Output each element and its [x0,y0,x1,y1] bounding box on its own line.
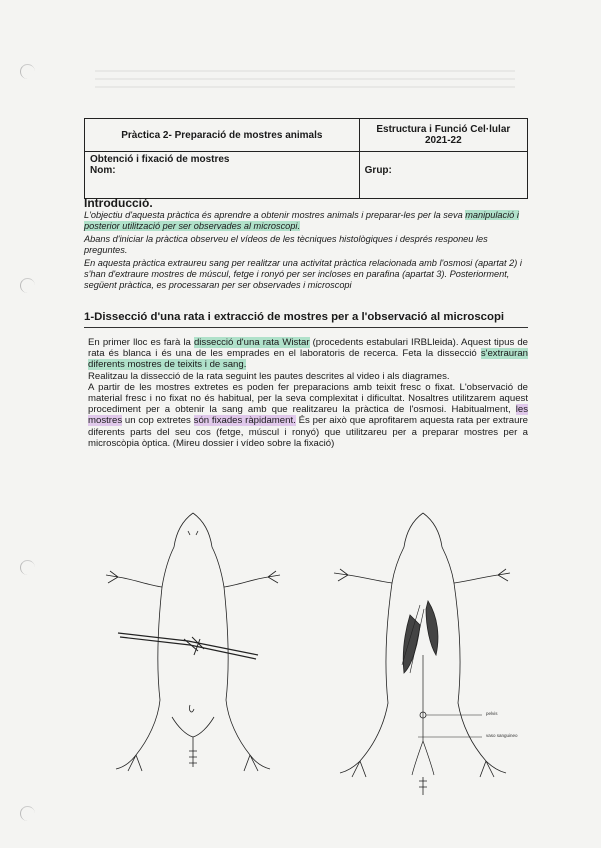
rat-dissection-diagram [98,505,518,805]
label-blood-vessel: vaso sanguineo [486,733,518,738]
punch-hole-mark [20,560,35,575]
body-text-span: És per això que aprofitarem aquesta rata per extraure diferents parts del seu cos (fetge, múscul i ronyó) que utilitzareu per a preparar mostres per a microscòpia òptica. (Mireu dossier i vídeo sobre la fixació) [88,415,529,449]
rat-outline-left [106,513,280,771]
intro-paragraph: Abans d'iniciar la pràctica observeu el vídeos de les tècniques histològiques i després responeu les preguntes. [84,233,488,256]
academic-year: 2021-22 [424,135,462,146]
rat-outline-right [334,513,510,795]
show-through-text [95,66,515,88]
name-label: Nom: [90,165,116,176]
intro-text-span: L'objectiu d'aquesta pràctica és aprendre a obtenir mostres animals i preparar-les per la seva [84,210,466,220]
subject-name: Estructura i Funció Cel·lular [376,124,511,135]
punch-hole-mark [20,806,35,821]
punch-hole-mark [20,64,35,79]
highlighted-text: s'extrauran diferents mostres de teixits i de sang. [88,348,528,371]
body-paragraph: Realitzau la dissecció de la rata seguint les pautes descrites al video i als diagrames. [88,370,450,382]
highlighted-text: són fixades ràpidament. [193,415,296,427]
body-text-span: un cop extretes [122,415,194,427]
punch-hole-mark [20,278,35,293]
body-paragraph [88,337,528,371]
practice-title: Pràctica 2- Preparació de mostres animals [85,119,360,152]
group-label: Grup: [359,152,527,179]
highlighted-text: manipulació i posterior utilització per ser observades al microscopi. [84,210,519,232]
intro-heading: Introducció. [84,196,153,210]
subject-cell [359,119,527,152]
intro-paragraph [84,210,528,233]
intro-paragraph: En aquesta pràctica extraureu sang per realitzar una activitat pràctica relacionada amb l'osmosi (apartat 2) i s'han d'extraure mostres de múscul, fetge i ronyó per ser incloses en parafina (apartat 3). Posteriorment, següent pràctica, es processaran per ser observades i microscopi [84,257,522,291]
body-text-span: A partir de les mostres extretes es poden fer preparacions amb teixit fresc o fixat. L'observació de material fresc i no fixat no és habitual, per la seva complexitat i dificultat. Nosaltres utilitzarem aquest procediment per a obtenir la sang amb que realitzareu la pràctica de l'osmosi. Habitualment, [88,381,528,416]
section-rule [84,327,528,328]
subtitle-cell [85,152,360,179]
practice-subtitle: Obtenció i fixació de mostres [90,154,230,165]
section-heading: 1-Dissecció d'una rata i extracció de mostres per a l'observació al microscopi [84,311,505,323]
body-text-span: En primer lloc es farà la [88,337,194,348]
group-field [359,178,527,199]
rat-diagrams-svg [98,505,518,805]
label-pelvis: pelvis [486,711,498,716]
section-body [88,337,528,449]
body-text-span: (procedents estabulari IRBLleida). Aquest tipus de rata és blanca i és una de les emprades en el laboratoris de recerca. Feta la dissecció [88,337,529,360]
header-table [84,118,528,199]
highlighted-text: dissecció d'una rata Wistar [193,337,310,348]
body-paragraph [88,382,528,449]
highlighted-text: les mostres [88,404,528,427]
intro-text [84,210,528,293]
